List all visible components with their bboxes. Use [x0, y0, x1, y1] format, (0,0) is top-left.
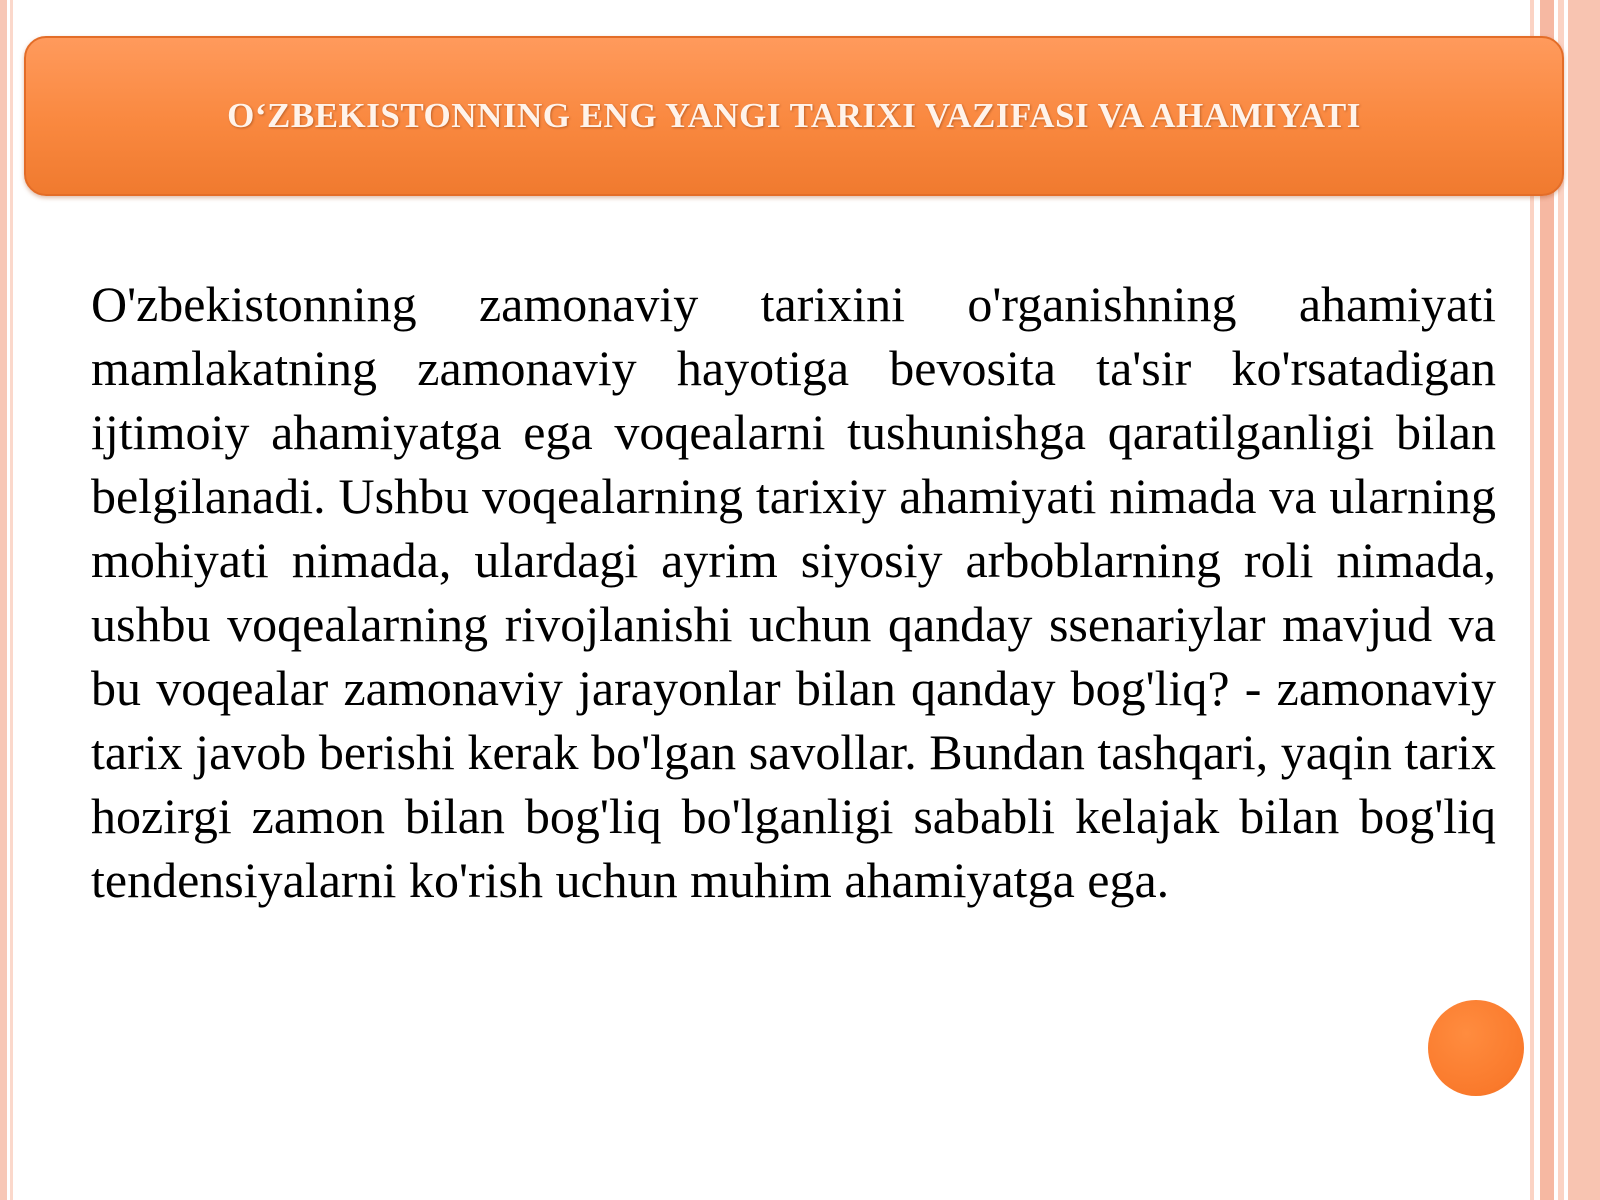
slide-body-text: O'zbekistonning zamonaviy tarixini o'rganishning ahamiyati mamlakatning zamonaviy hayotiga bevosita ta'sir ko'rsatadigan ijtimoiy ahamiyatga ega voqealarni tushunishga qaratilganligi bilan belgilanadi. Ushbu voqealarning tarixiy ahamiyati nimada va ularning mohiyati nimada, ulardagi ayrim siyosiy arboblarning roli nimada, ushbu voqealarning rivojlanishi uchun qanday ssenariylar mavjud va bu voqealar zamonaviy jarayonlar bilan qanday bog'liq? - zamonaviy tarix javob berishi kerak bo'lgan savollar. Bundan tashqari, yaqin tarix hozirgi zamon bilan bog'liq bo'lganligi sababli kelajak bilan bog'liq tendensiyalarni ko'rish uchun muhim ahamiyatga ega. [91, 276, 1496, 908]
orange-circle-decoration [1428, 1000, 1524, 1096]
slide-title: O‘ZBEKISTONNING ENG YANGI TARIXI VAZIFASI VA AHAMIYATI [227, 96, 1361, 135]
title-banner [24, 36, 1564, 196]
left-decorative-stripe [0, 0, 7, 1200]
left-decorative-stripe-thin [10, 0, 13, 1200]
right-decorative-stripe-wide [1568, 0, 1600, 1200]
